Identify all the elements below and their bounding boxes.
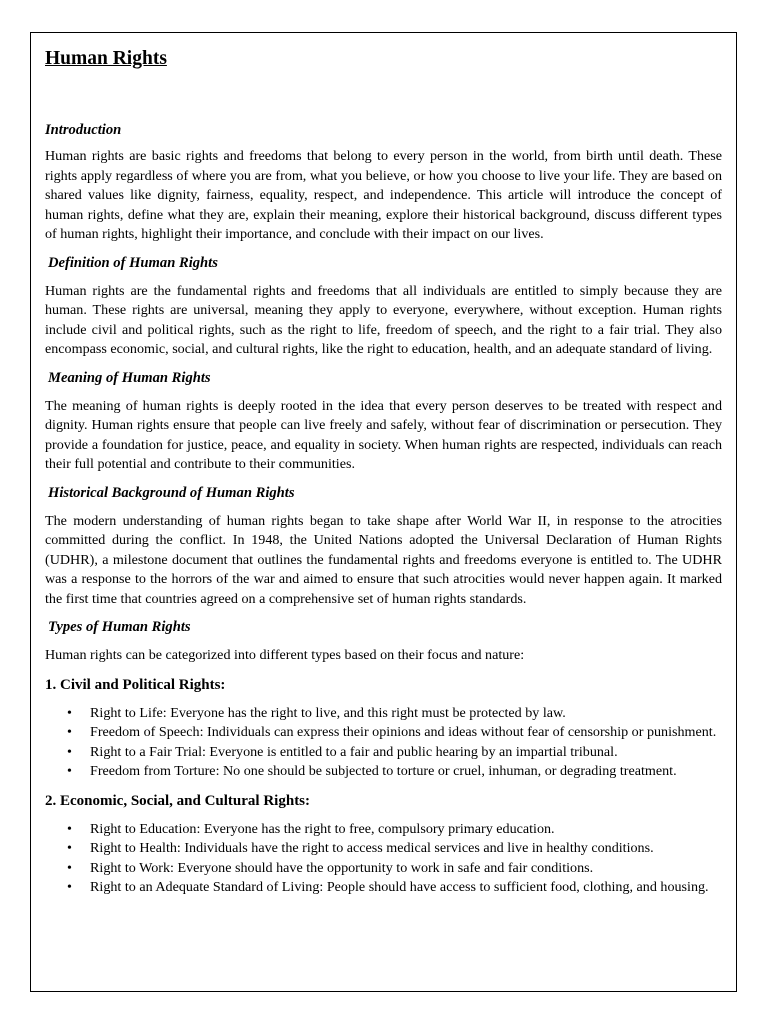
list-item: • Freedom from Torture: No one should be subjected to torture or cruel, inhuman, or degrading treatment. xyxy=(45,762,722,782)
meaning-paragraph: The meaning of human rights is deeply rooted in the idea that every person deserves to be treated with respect and dignity. Human rights ensure that people can live freely and safely, without fear of discrimination or persecution. They provide a foundation for justice, peace, and equality in society. When human rights are respected, individuals can reach their full potential and contribute to their communities. xyxy=(45,397,722,472)
civil-political-heading: 1. Civil and Political Rights: xyxy=(45,676,226,693)
economic-social-cultural-list xyxy=(45,820,722,898)
definition-paragraph: Human rights are the fundamental rights and freedoms that all individuals are entitled to simply because they are human. These rights are universal, meaning they apply to everyone, everywhere, without exception. Human rights include civil and political rights, such as the right to life, freedom of speech, and the right to a fair trial. They also encompass economic, social, and cultural rights, like the right to education, health, and an adequate standard of living. xyxy=(45,282,722,357)
history-paragraph: The modern understanding of human rights began to take shape after World War II, in response to the atrocities committed during the conflict. In 1948, the United Nations adopted the Universal Declaration of Human Rights (UDHR), a milestone document that outlines the fundamental rights and freedoms everyone is entitled to. The UDHR was a response to the horrors of the war and aimed to ensure that such atrocities would never happen again. It marked the first time that countries agreed on a comprehensive set of human rights standards. xyxy=(45,512,722,607)
list-item: • Right to Life: Everyone has the right to live, and this right must be protected by law. xyxy=(45,704,722,724)
list-item: • Right to an Adequate Standard of Living: People should have access to sufficient food, clothing, and housing. xyxy=(45,878,722,898)
types-paragraph: Human rights can be categorized into different types based on their focus and nature: xyxy=(45,647,525,663)
list-item: • Right to Health: Individuals have the right to access medical services and live in healthy conditions. xyxy=(45,839,722,859)
definition-heading: Definition of Human Rights xyxy=(48,254,218,271)
list-item: • Freedom of Speech: Individuals can express their opinions and ideas without fear of censorship or punishment. xyxy=(45,723,722,743)
types-heading: Types of Human Rights xyxy=(48,619,191,635)
meaning-heading: Meaning of Human Rights xyxy=(48,369,211,386)
list-item: • Right to Education: Everyone has the right to free, compulsory primary education. xyxy=(45,820,722,840)
document-title: Human Rights xyxy=(45,48,167,69)
economic-social-cultural-heading: 2. Economic, Social, and Cultural Rights: xyxy=(45,792,311,809)
history-heading: Historical Background of Human Rights xyxy=(48,484,295,501)
document-content xyxy=(45,46,722,898)
introduction-paragraph: Human rights are basic rights and freedoms that belong to every person in the world, from birth until death. These rights apply regardless of where you are from, what you believe, or how you choose to live your life. They are based on shared values like dignity, fairness, equality, respect, and independence. This article will introduce the concept of human rights, define what they are, explain their meaning, explore their historical background, discuss different types of human rights, highlight their importance, and conclude with their impact on our lives. xyxy=(45,148,722,242)
civil-political-list xyxy=(45,704,722,782)
list-item: • Right to Work: Everyone should have the opportunity to work in safe and fair conditions. xyxy=(45,859,722,879)
list-item: • Right to a Fair Trial: Everyone is entitled to a fair and public hearing by an impartial tribunal. xyxy=(45,743,722,763)
introduction-heading: Introduction xyxy=(45,122,122,138)
